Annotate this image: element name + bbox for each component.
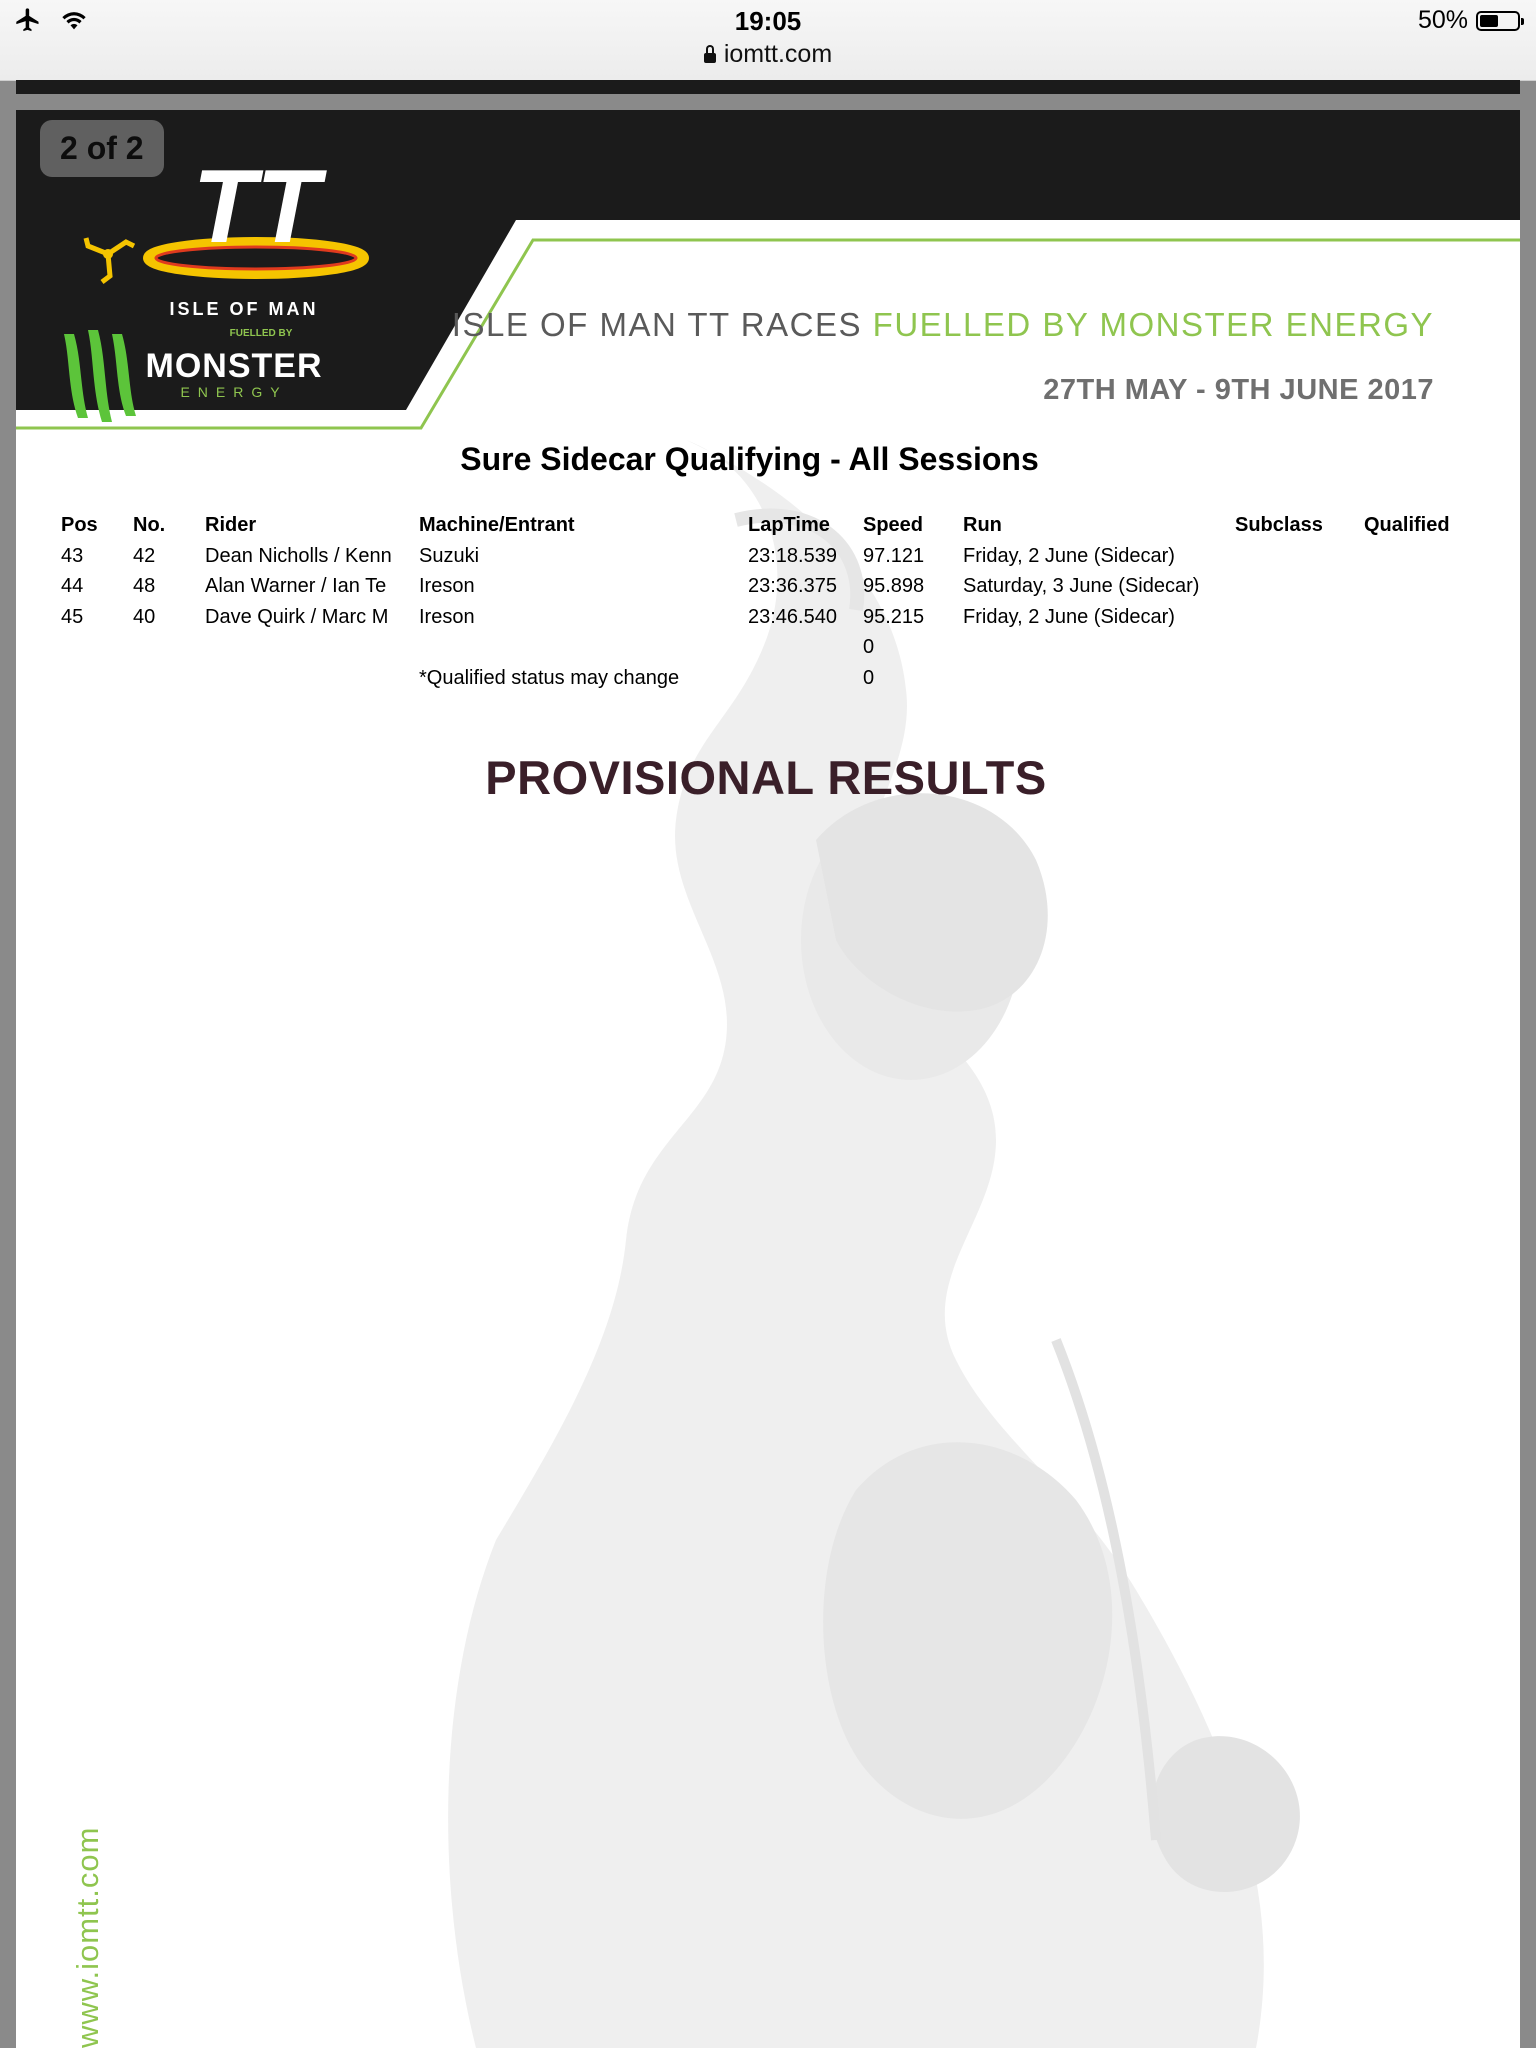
svg-text:MONSTER: MONSTER <box>145 347 323 385</box>
table-header-row <box>61 510 1474 541</box>
battery-percent: 50% <box>1417 6 1468 34</box>
table-row <box>61 602 1474 633</box>
cell-rider: Alan Warner / Ian Te <box>205 575 387 598</box>
url-text: iomtt.com <box>723 40 833 68</box>
svg-text:FUELLED BY: FUELLED BY <box>229 328 293 339</box>
cell-machine: Ireson <box>419 605 475 628</box>
table-row <box>61 572 1474 603</box>
results-document-page[interactable] <box>16 110 1520 2048</box>
column-header: Speed <box>863 514 924 536</box>
battery-icon <box>1476 11 1520 31</box>
cell-number: 40 <box>133 605 156 628</box>
website-vertical-label: www.iomtt.com <box>70 1826 105 2048</box>
viewer-top-strip <box>16 80 1520 94</box>
column-header: Qualified <box>1364 514 1450 536</box>
cell-qualified <box>1364 541 1474 572</box>
provisional-results-heading: PROVISIONAL RESULTS <box>485 751 1047 804</box>
column-header: Rider <box>205 514 257 536</box>
address-bar[interactable] <box>0 40 1536 69</box>
table-footer-row <box>61 633 1474 664</box>
cell-speed: 95.898 <box>863 575 925 598</box>
qualified-status-note: *Qualified status may change <box>419 666 680 689</box>
footer-speed-total: 0 <box>863 636 875 659</box>
cell-machine: Ireson <box>419 575 475 598</box>
cell-machine: Suzuki <box>419 544 480 567</box>
tagline-main: ISLE OF MAN TT RACES <box>451 306 873 343</box>
svg-text:TT: TT <box>192 150 320 265</box>
column-header: Pos <box>61 514 98 536</box>
monster-claw-icon <box>64 330 136 422</box>
battery-level-fill <box>1480 15 1498 27</box>
column-header: Run <box>963 514 1002 536</box>
tagline-accent: FUELLED BY MONSTER ENERGY <box>872 306 1434 343</box>
cell-subclass <box>1235 572 1364 603</box>
column-header: Machine/Entrant <box>419 514 575 536</box>
cell-qualified <box>1364 602 1474 633</box>
document-title: Sure Sidecar Qualifying - All Sessions <box>460 441 1039 477</box>
column-header: Subclass <box>1235 514 1323 536</box>
cell-pos: 45 <box>61 605 84 628</box>
svg-text:ENERGY: ENERGY <box>180 384 288 400</box>
page-indicator-badge: 2 of 2 <box>40 120 164 177</box>
event-dates: 27TH MAY - 9TH JUNE 2017 <box>1043 374 1434 406</box>
cell-number: 42 <box>133 544 156 567</box>
column-header: LapTime <box>748 514 830 536</box>
cell-laptime: 23:46.540 <box>748 605 837 628</box>
cell-run: Saturday, 3 June (Sidecar) <box>963 575 1200 598</box>
cell-rider: Dave Quirk / Marc M <box>205 605 389 628</box>
cell-speed: 95.215 <box>863 605 925 628</box>
cell-number: 48 <box>133 575 156 598</box>
footer-note <box>419 633 748 664</box>
footer-speed-total: 0 <box>863 666 875 689</box>
lock-icon <box>704 53 716 63</box>
table-row <box>61 541 1474 572</box>
cell-speed: 97.121 <box>863 544 925 567</box>
cell-run: Friday, 2 June (Sidecar) <box>963 605 1175 628</box>
header-tagline <box>452 306 1434 344</box>
cell-laptime: 23:18.539 <box>748 544 837 567</box>
cell-subclass <box>1235 602 1364 633</box>
svg-text:ISLE OF MAN: ISLE OF MAN <box>169 299 319 319</box>
cell-pos: 43 <box>61 544 84 567</box>
cell-run: Friday, 2 June (Sidecar) <box>963 544 1175 567</box>
clock: 19:05 <box>734 6 802 36</box>
results-table <box>61 510 1474 694</box>
status-icons-right <box>1418 6 1520 35</box>
triskelion-icon <box>86 238 134 282</box>
status-bar <box>0 0 1536 81</box>
cell-qualified <box>1364 572 1474 603</box>
column-header: No. <box>133 514 166 536</box>
cell-pos: 44 <box>61 575 84 598</box>
table-footer-row <box>61 663 1474 694</box>
cell-rider: Dean Nicholls / Kenn <box>205 544 392 567</box>
cell-subclass <box>1235 541 1364 572</box>
tt-monster-logo <box>56 150 376 440</box>
cell-laptime: 23:36.375 <box>748 575 837 598</box>
